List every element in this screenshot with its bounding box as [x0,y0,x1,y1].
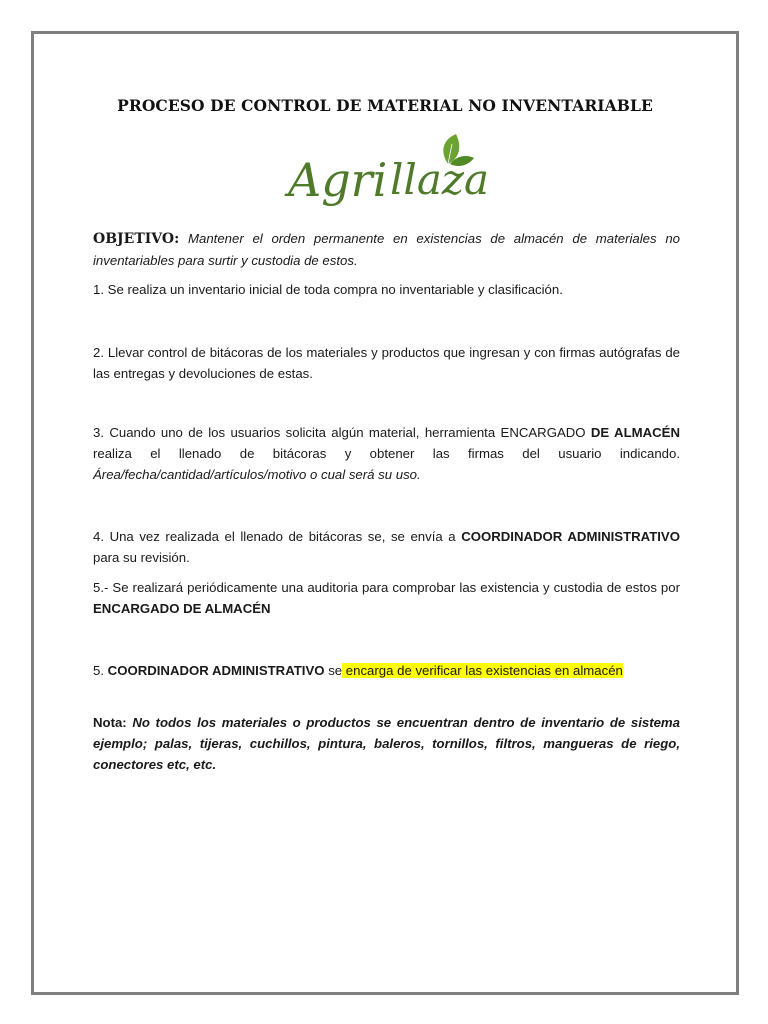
step-2: 2. Llevar control de bitácoras de los materiales y productos que ingresan y con firmas autógrafas de las entregas y devoluciones de estas. [93,345,680,381]
objective-label: OBJETIVO: [93,231,180,247]
logo-text-llaza: llaza [390,155,490,204]
step-3-text-b: realiza el llenado de bitácoras y obtener las firmas del usuario indicando. [93,446,680,461]
note-label: Nota: [93,715,127,730]
step-1: 1. Se realiza un inventario inicial de toda compra no inventariable y clasificación. [93,282,563,297]
step-5-audit [93,577,680,619]
document-title: PROCESO DE CONTROL DE MATERIAL NO INVENTARIABLE [117,96,653,115]
step-4-bold: COORDINADOR ADMINISTRATIVO [461,529,680,544]
document-page [31,31,739,995]
logo-text-agri: Agri [288,153,388,207]
step-5-plain: se [324,663,343,678]
step-5-coordinator [93,660,680,681]
step-4 [93,526,680,568]
note-paragraph [93,712,680,775]
step-5-audit-bold: ENCARGADO DE ALMACÉN [93,601,271,616]
step-3-bold: DE ALMACÉN [590,425,680,440]
agrillaza-logo [280,130,490,212]
step-5-audit-text: 5.- Se realizará periódicamente una auditoria para comprobar las existencia y custodia de estos por [93,580,680,595]
step-3-text-a: 3. Cuando uno de los usuarios solicita algún material, herramienta ENCARGADO [93,425,591,440]
objective-paragraph [93,228,680,271]
step-3 [93,422,680,485]
step-5-bold: COORDINADOR ADMINISTRATIVO [107,663,325,678]
step-4-text-a: 4. Una vez realizada el llenado de bitácoras se, se envía a [93,529,462,544]
step-5-prefix: 5. [93,663,108,678]
note-text: No todos los materiales o productos se encuentran dentro de inventario de sistema ejemplo; palas, tijeras, cuchillos, pintura, baleros, tornillos, filtros, mangueras de riego, conectores etc, etc. [93,715,680,772]
step-3-italic: Área/fecha/cantidad/artículos/motivo o cual será su uso. [93,467,421,482]
step-5-highlighted: encarga de verificar las existencias en almacén [342,663,623,678]
step-4-text-b: para su revisión. [93,550,190,565]
objective-text: Mantener el orden permanente en existencias de almacén de materiales no inventariables para surtir y custodia de estos. [93,231,680,268]
